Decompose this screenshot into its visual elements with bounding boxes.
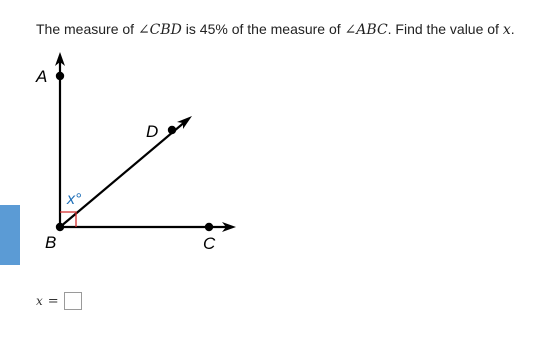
- angle-cbd-name: CBD: [149, 22, 182, 38]
- question-text-part-3: . Find the value of: [387, 21, 503, 37]
- ray-bd: [60, 121, 186, 227]
- angle-symbol: ∠: [137, 22, 150, 38]
- label-c: C: [203, 234, 216, 253]
- question-text-part-4: .: [510, 21, 515, 37]
- answer-row: [36, 290, 82, 312]
- angle-x-label: x°: [67, 191, 82, 208]
- point-b: [56, 223, 64, 231]
- answer-variable: x: [36, 294, 43, 308]
- point-d: [168, 126, 176, 134]
- side-tab[interactable]: [0, 205, 20, 265]
- question-text-part-2: is 45% of the measure of: [181, 21, 345, 37]
- question-variable: x: [502, 22, 511, 38]
- angle-symbol: ∠: [344, 22, 357, 38]
- question-text-part-1: The measure of: [36, 21, 138, 37]
- label-d: D: [146, 122, 159, 141]
- angle-abc-name: ABC: [356, 22, 388, 38]
- answer-input[interactable]: [64, 292, 82, 310]
- point-a: [56, 72, 64, 80]
- point-c: [205, 223, 213, 231]
- label-b: B: [45, 233, 57, 252]
- answer-equals: =: [47, 293, 59, 309]
- label-a: A: [36, 67, 48, 86]
